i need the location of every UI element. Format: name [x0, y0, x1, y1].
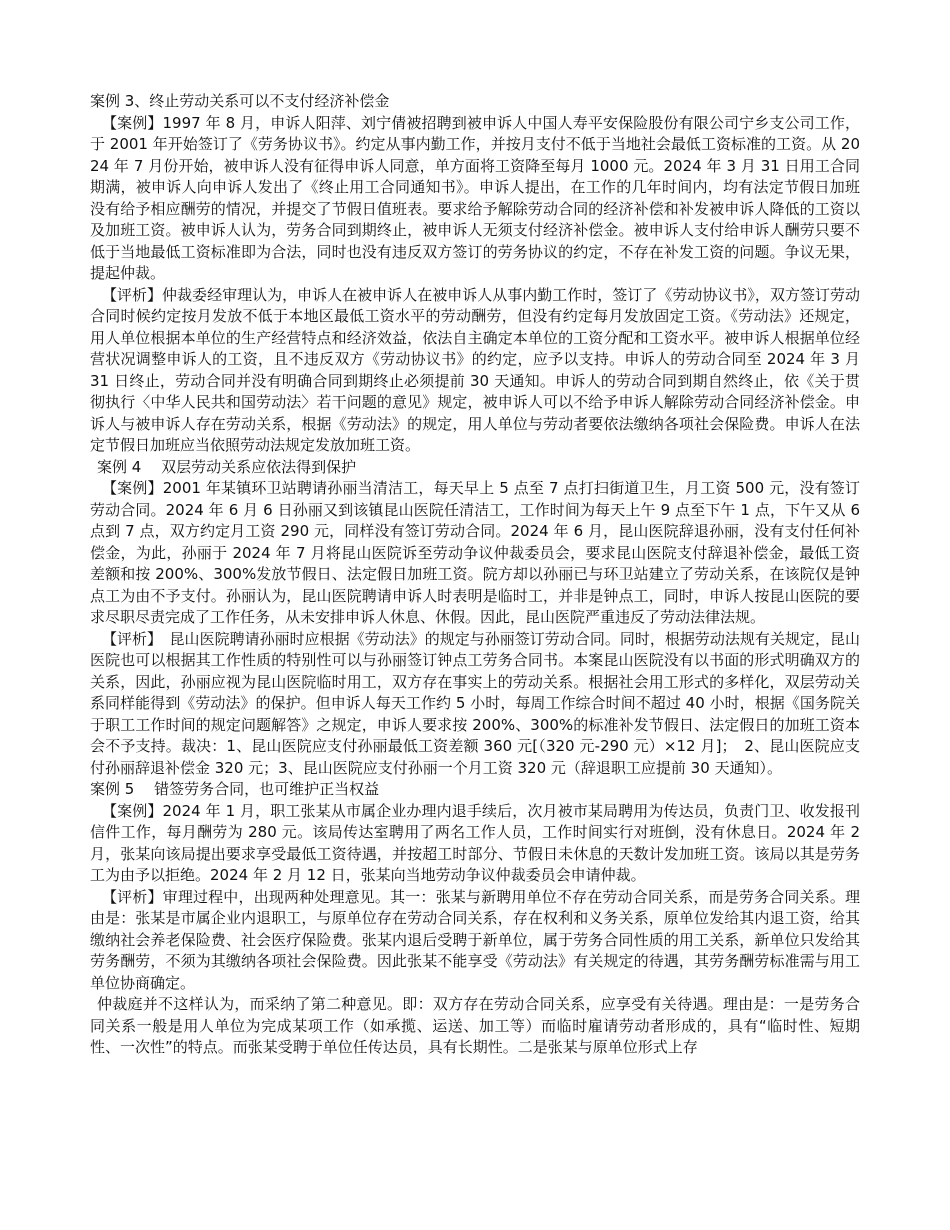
- case-5-tribunal-opinion-paragraph: 仲裁庭并不这样认为，而采纳了第二种意见。即：双方存在劳动合同关系，应享受有关待遇。理由是：一是劳务合同关系一般是用人单位为完成某项工作（如承揽、运送、加工等）而临时雇请劳动者形成的，具有“临时性、短期性、一次性”的特点。而张某受聘于单位任传达员，具有长期性。二是张某与原单位形式上存: [90, 995, 860, 1056]
- case-5-heading: 案例 5 错签劳务合同，也可维护正当权益: [90, 780, 380, 798]
- case-5-analysis-paragraph: 【评析】审理过程中，出现两种处理意见。其一：张某与新聘用单位不存在劳动合同关系，而是劳务合同关系。理由是：张某是市属企业内退职工，与原单位存在劳动合同关系，存在权利和义务关系，原单位发给其内退工资，给其缴纳社会养老保险费、社会医疗保险费。张某内退后受聘于新单位，属于劳务合同性质的用工关系，新单位只发给其劳务酬劳，不须为其缴纳各项社会保险费。因此张某不能享受《劳动法》有关规定的待遇，其劳务酬劳标准需与用工单位协商确定。: [90, 887, 860, 992]
- case-3-facts-paragraph: 【案例】1997 年 8 月，申诉人阳萍、刘宁倩被招聘到被申诉人中国人寿平安保险股份有限公司宁乡支公司工作，于 2001 年开始签订了《劳务协议书》。约定从事内勤工作，并按月支付不低于当地社会最低工资标准的工资。从 2024 年 7 月份开始，被申诉人没有征得申诉人同意，单方面将工资降至每月 1000 元。2024 年 3 月 31 日用工合同期满，被申诉人向申诉人发出了《终止用工合同通知书》。申诉人提出，在工作的几年时间内，均有法定节假日加班没有给予相应酬劳的情况，并提交了节假日值班表。要求给予解除劳动合同的经济补偿和补发被申诉人降低的工资以及加班工资。被申诉人认为，劳务合同到期终止，被申诉人无须支付经济补偿金。被申诉人支付给申诉人酬劳只要不低于当地最低工资标准即为合法，同时也没有违反双方签订的劳务协议的约定，不存在补发工资的问题。争议无果，提起仲裁。: [90, 113, 860, 282]
- case-3-heading: 案例 3、终止劳动关系可以不支付经济补偿金: [90, 92, 390, 110]
- case-4-facts-paragraph: 【案例】2001 年某镇环卫站聘请孙丽当清洁工，每天早上 5 点至 7 点打扫街道卫生，月工资 500 元，没有签订劳动合同。2024 年 6 月 6 日孙丽又到该镇昆山医院任清洁工，工作时间为每天上午 9 点至下午 1 点，下午又从 6 点到 7 点，双方约定月工资 290 元，同样没有签订劳动合同。2024 年 6 月，昆山医院辞退孙丽，没有支付任何补偿金，为此，孙丽于 2024 年 7 月将昆山医院诉至劳动争议仲裁委员会，要求昆山医院支付辞退补偿金，最低工资差额和按 200%、300%发放节假日、法定假日加班工资。院方却以孙丽已与环卫站建立了劳动关系，在该院仅是钟点工为由不予支付。孙丽认为，昆山医院聘请申诉人时表明是临时工，并非是钟点工，同时，申诉人按昆山医院的要求尽职尽责完成了工作任务，从未安排申诉人休息、休假。因此，昆山医院严重违反了劳动法律法规。: [90, 479, 860, 626]
- case-3-analysis-paragraph: 【评析】仲裁委经审理认为，申诉人在被申诉人在被申诉人从事内勤工作时，签订了《劳动协议书》，双方签订劳动合同时候约定按月发放不低于本地区最低工资水平的劳动酬劳，但没有约定每月发放固定工资。《劳动法》还规定，用人单位根据本单位的生产经营特点和经济效益，依法自主确定本单位的工资分配和工资水平。被申诉人根据单位经营状况调整申诉人的工资，且不违反双方《劳动协议书》的约定，应予以支持。申诉人的劳动合同至 2024 年 3 月 31 日终止，劳动合同并没有明确合同到期终止必须提前 30 天通知。申诉人的劳动合同到期自然终止，依《关于贯彻执行〈中华人民共和国劳动法〉若干问题的意见》规定，被申诉人可以不给予申诉人解除劳动合同经济补偿金。申诉人与被申诉人存在劳动关系，根据《劳动法》的规定，用人单位与劳动者要依法缴纳各项社会保险费。申诉人在法定节假日加班应当依照劳动法规定发放加班工资。: [90, 285, 860, 454]
- case-5-facts-paragraph: 【案例】2024 年 1 月，职工张某从市属企业办理内退手续后，次月被市某局聘用为传达员，负责门卫、收发报刊信件工作，每月酬劳为 280 元。该局传达室聘用了两名工作人员，工作时间实行对班倒，没有休息日。2024 年 2 月，张某向该局提出要求享受最低工资待遇，并按超工时部分、节假日未休息的天数计发加班工资。该局以其是劳务工为由予以拒绝。2024 年 2 月 12 日，张某向当地劳动争议仲裁委员会申请仲裁。: [90, 801, 860, 884]
- case-4-analysis-paragraph: 【评析】 昆山医院聘请孙丽时应根据《劳动法》的规定与孙丽签订劳动合同。同时，根据劳动法规有关规定，昆山医院也可以根据其工作性质的特别性可以与孙丽签订钟点工劳务合同书。本案昆山医院没有以书面的形式明确双方的关系，因此，孙丽应视为昆山医院临时用工，双方存在事实上的劳动关系。根据社会用工形式的多样化，双层劳动关系同样能得到《劳动法》的保护。但申诉人每天工作约 5 小时，每周工作综合时间不超过 40 小时，根据《国务院关于职工工作时间的规定问题解答》之规定，申诉人要求按 200%、300%的标准补发节假日、法定假日的加班工资本会不予支持。裁决：1、昆山医院应支付孙丽最低工资差额 360 元[（320 元-290 元）×12 月]； 2、昆山医院应支付孙丽辞退补偿金 320 元；3、昆山医院应支付孙丽一个月工资 320 元（辞退职工应提前 30 天通知）。: [90, 629, 860, 777]
- case-4-heading: 案例 4 双层劳动关系应依法得到保护: [97, 457, 357, 476]
- document-body: [90, 91, 860, 1059]
